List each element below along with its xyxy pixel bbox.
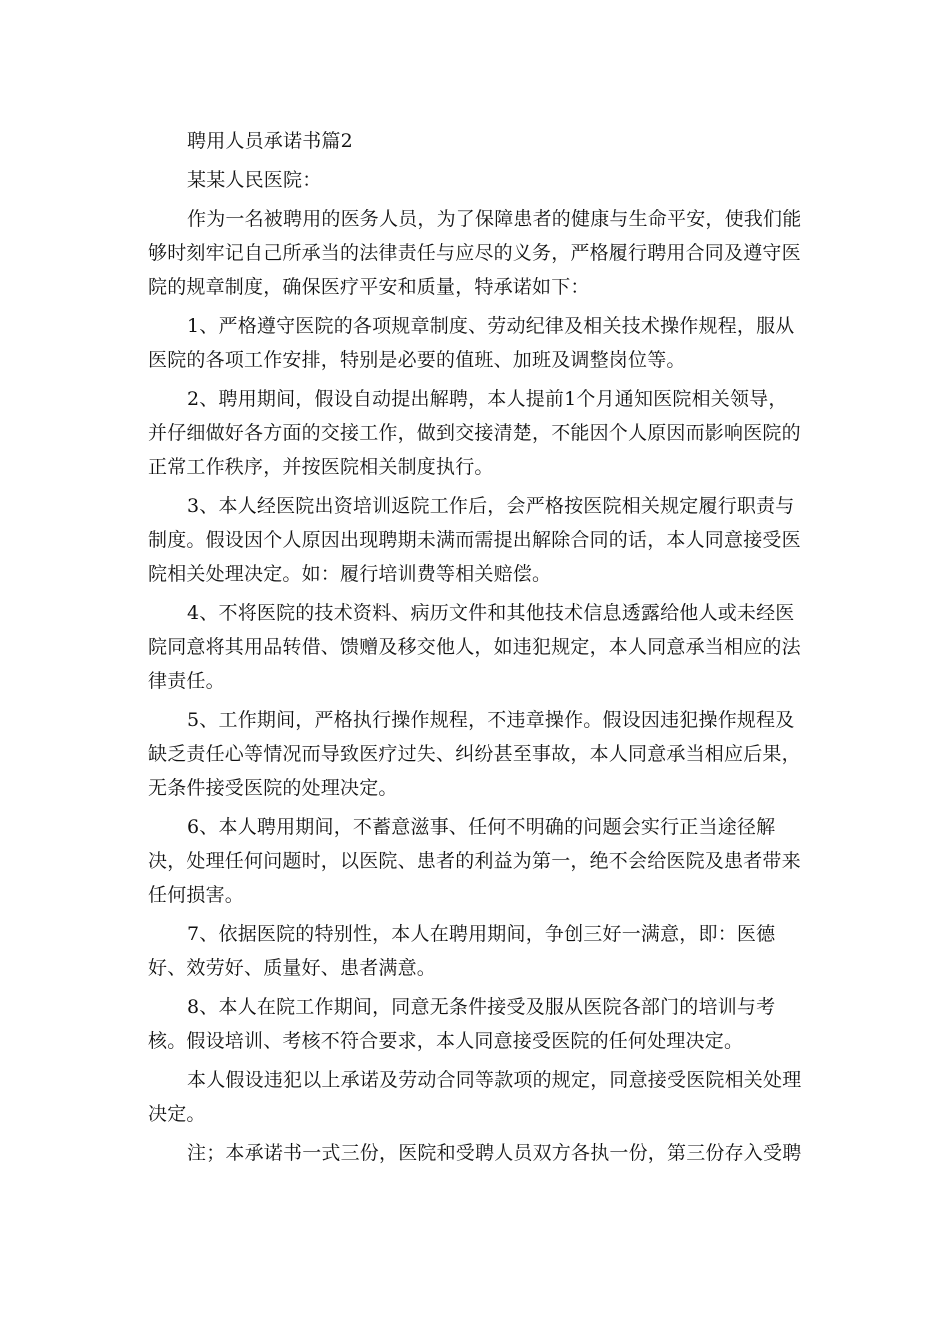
paragraph-line: 无条件接受医院的处理决定。 xyxy=(148,777,398,799)
paragraph-line: 正常工作秩序，并按医院相关制度执行。 xyxy=(148,456,494,478)
paragraph-line: 院相关处理决定。如：履行培训费等相关赔偿。 xyxy=(148,563,552,585)
paragraph-line: 院的规章制度，确保医疗平安和质量，特承诺如下： xyxy=(148,276,590,298)
paragraph-item-2 xyxy=(148,382,803,484)
paragraph-line: 院同意将其用品转借、馈赠及移交他人，如违犯规定，本人同意承当相应的法 xyxy=(148,636,801,658)
document-title: 聘用人员承诺书篇2 xyxy=(187,130,353,152)
paragraph-violation xyxy=(148,1063,803,1131)
paragraph-intro xyxy=(148,202,803,304)
paragraph-note xyxy=(148,1136,803,1170)
paragraph-item-8 xyxy=(148,990,803,1058)
paragraph-item-3 xyxy=(148,489,803,591)
paragraph-item-1 xyxy=(148,309,803,377)
paragraph-line: 7、依据医院的特别性，本人在聘用期间，争创三好一满意，即：医德 xyxy=(187,923,776,945)
paragraph-item-5 xyxy=(148,703,803,805)
paragraph-item-4 xyxy=(148,596,803,698)
paragraph-line: 缺乏责任心等情况而导致医疗过失、纠纷甚至事故，本人同意承当相应后果， xyxy=(148,743,801,765)
paragraph-line: 3、本人经医院出资培训返院工作后，会严格按医院相关规定履行职责与 xyxy=(187,495,795,517)
paragraph-line: 2、聘用期间，假设自动提出解聘，本人提前1个月通知医院相关领导， xyxy=(187,388,788,410)
paragraph-line: 任何损害。 xyxy=(148,884,245,906)
salutation: 某某人民医院： xyxy=(187,169,322,191)
paragraph-line: 制度。假设因个人原因出现聘期未满而需提出解除合同的话，本人同意接受医 xyxy=(148,529,801,551)
paragraph-line: 6、本人聘用期间，不蓄意滋事、任何不明确的问题会实行正当途径解 xyxy=(187,816,776,838)
paragraph-line: 并仔细做好各方面的交接工作，做到交接清楚，不能因个人原因而影响医院的 xyxy=(148,422,801,444)
paragraph-line: 注；本承诺书一式三份，医院和受聘人员双方各执一份，第三份存入受聘 xyxy=(187,1142,802,1164)
paragraph-line: 律责任。 xyxy=(148,670,225,692)
paragraph-line: 决，处理任何问题时，以医院、患者的利益为第一，绝不会给医院及患者带来 xyxy=(148,850,801,872)
paragraph-item-6 xyxy=(148,810,803,912)
paragraph-line: 医院的各项工作安排，特别是必要的值班、加班及调整岗位等。 xyxy=(148,349,686,371)
paragraph-line: 核。假设培训、考核不符合要求，本人同意接受医院的任何处理决定。 xyxy=(148,1030,744,1052)
paragraph-line: 好、效劳好、质量好、患者满意。 xyxy=(148,957,437,979)
paragraph-line: 本人假设违犯以上承诺及劳动合同等款项的规定，同意接受医院相关处理 xyxy=(187,1069,802,1091)
paragraph-line: 1、严格遵守医院的各项规章制度、劳动纪律及相关技术操作规程，服从 xyxy=(187,315,795,337)
paragraph-line: 5、工作期间，严格执行操作规程，不违章操作。假设因违犯操作规程及 xyxy=(187,709,795,731)
document-page xyxy=(148,124,803,1175)
paragraph-line: 8、本人在院工作期间，同意无条件接受及服从医院各部门的培训与考 xyxy=(187,996,776,1018)
paragraph-line: 4、不将医院的技术资料、病历文件和其他技术信息透露给他人或未经医 xyxy=(187,602,795,624)
paragraph-item-7 xyxy=(148,917,803,985)
paragraph-line: 够时刻牢记自己所承当的法律责任与应尽的义务，严格履行聘用合同及遵守医 xyxy=(148,242,801,264)
paragraph-line: 作为一名被聘用的医务人员，为了保障患者的健康与生命平安，使我们能 xyxy=(187,208,802,230)
paragraph-line: 决定。 xyxy=(148,1103,206,1125)
